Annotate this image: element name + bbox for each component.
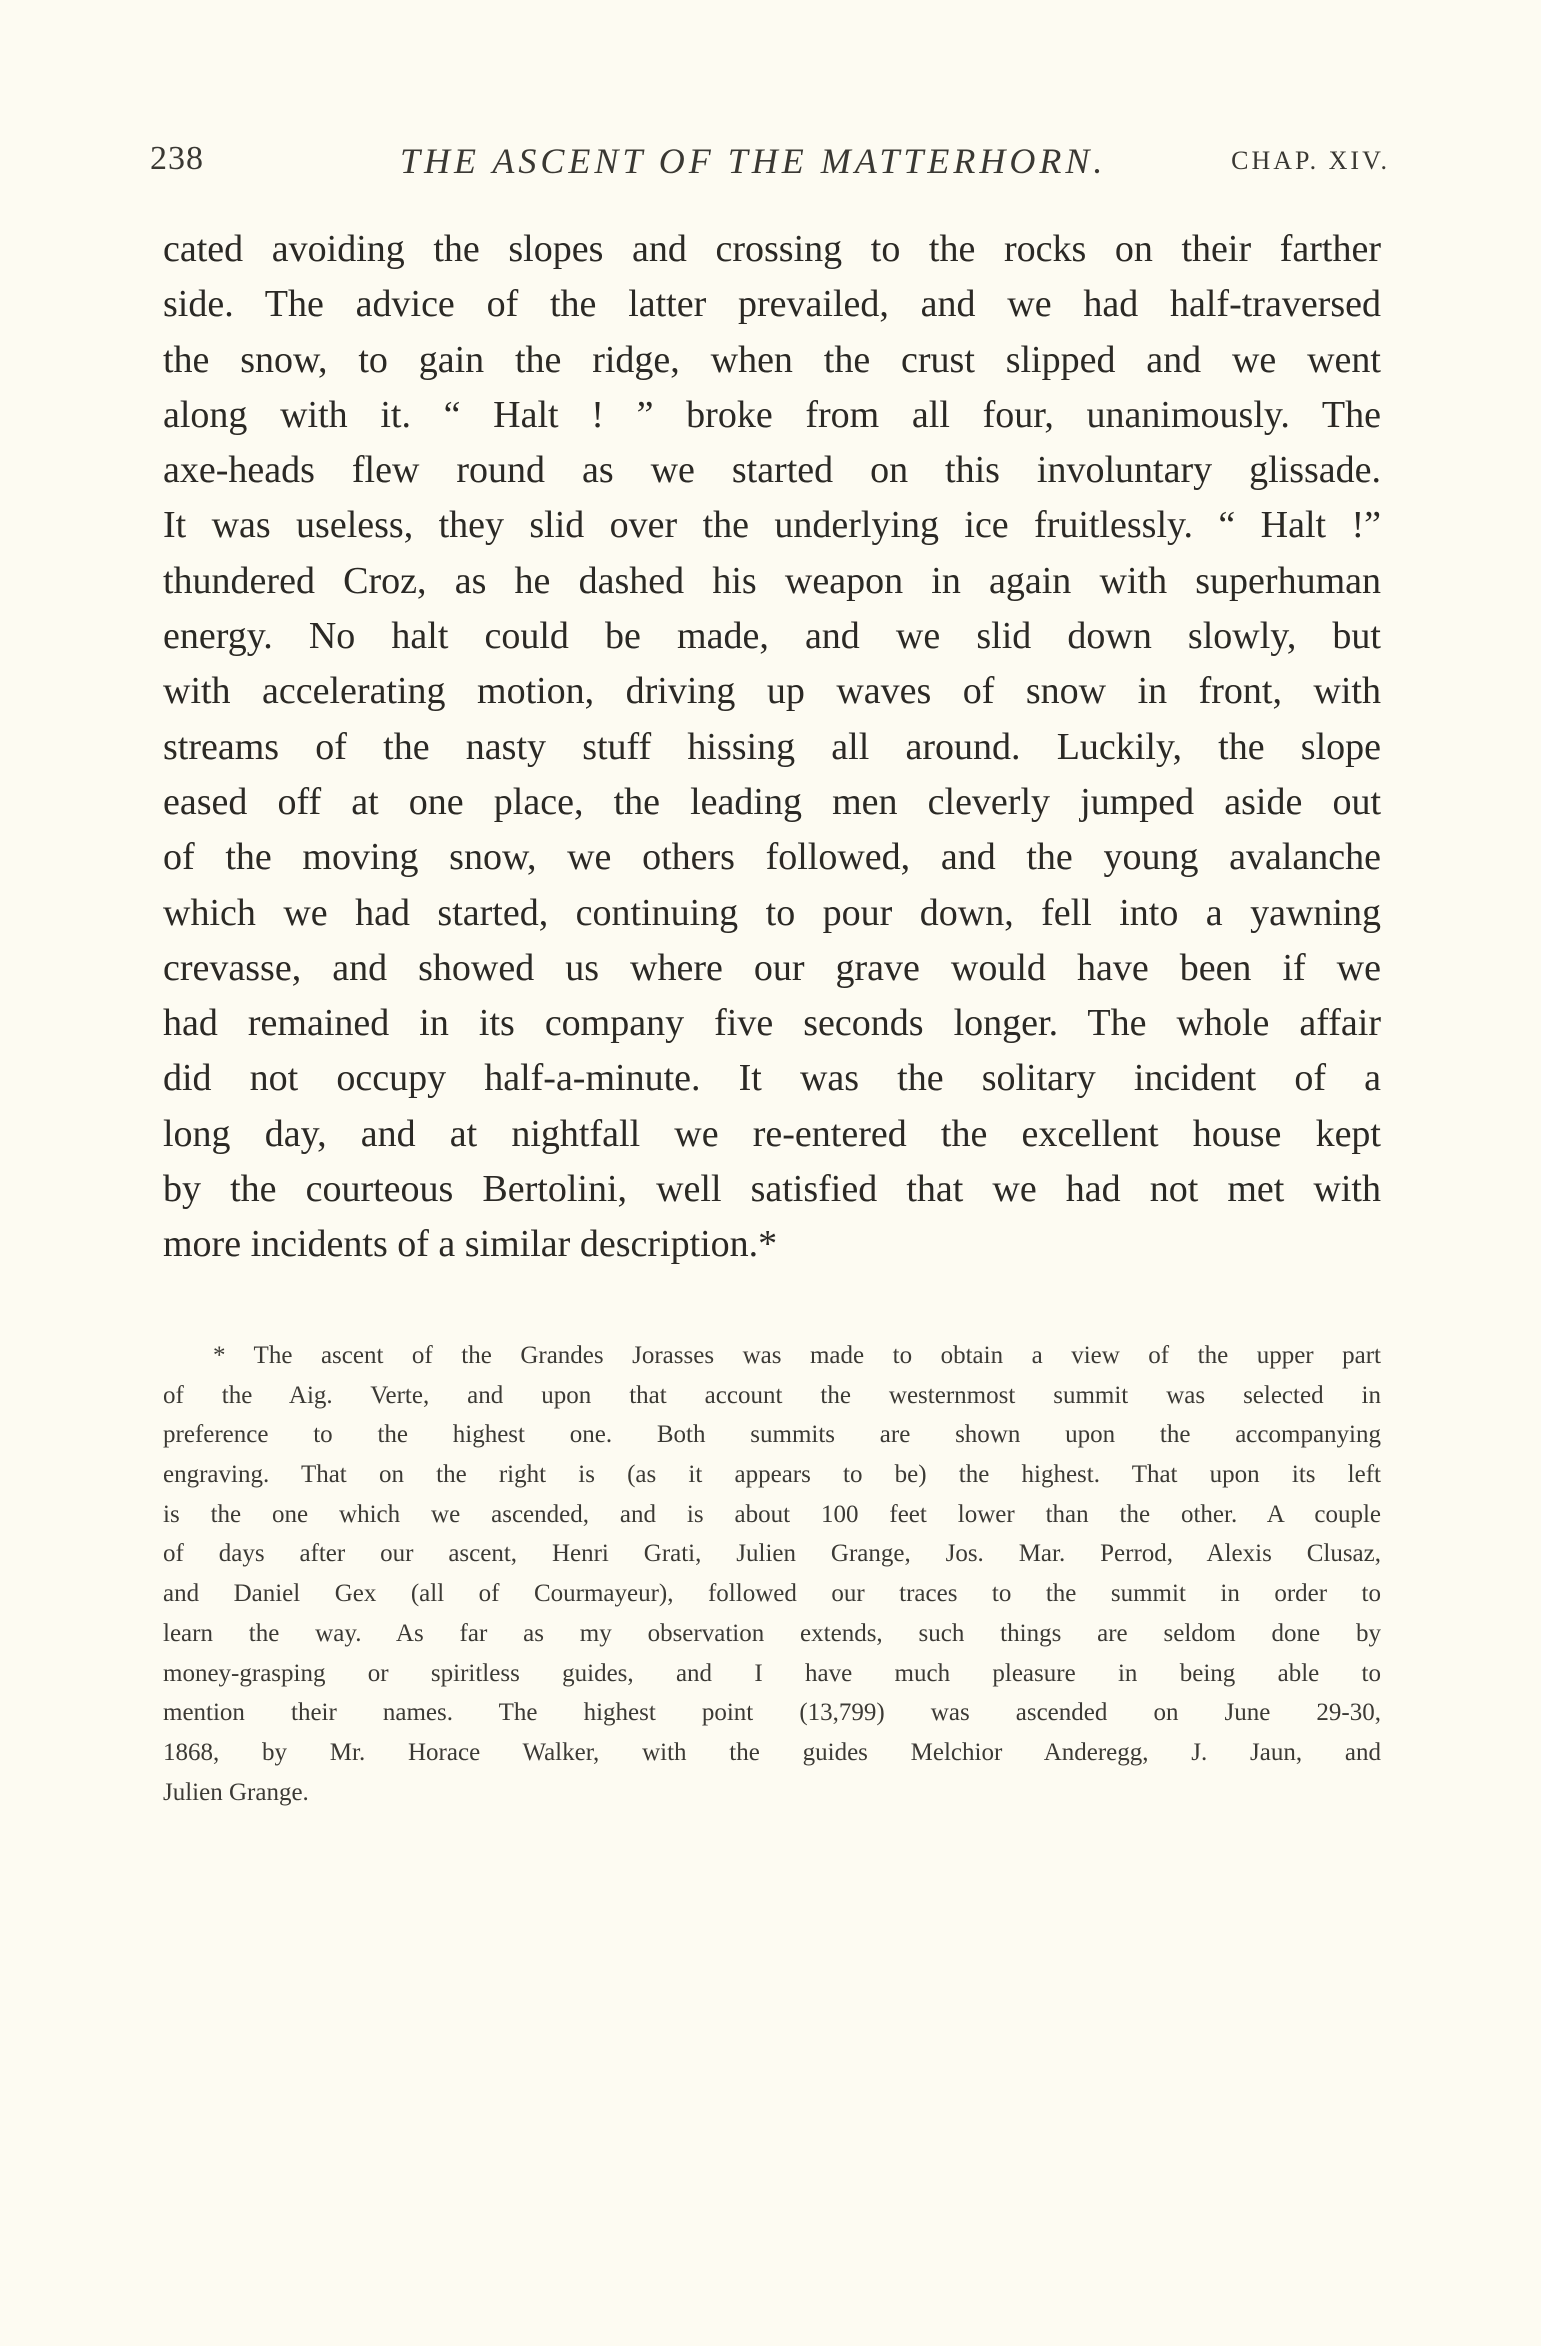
body-line: long day, and at nightfall we re-entered the excellent house kept	[163, 1112, 1381, 1155]
footnote-line: engraving. That on the right is (as it appears to be) the highest. That upon its left	[163, 1461, 1381, 1489]
footnote-line: preference to the highest one. Both summits are shown upon the accompanying	[163, 1421, 1381, 1449]
footnote-line: money-grasping or spiritless guides, and I have much pleasure in being able to	[163, 1659, 1381, 1687]
footnote-line: learn the way. As far as my observation extends, such things are seldom done by	[163, 1619, 1381, 1647]
running-title: THE ASCENT OF THE MATTERHORN.	[400, 141, 1107, 181]
footnote-line: * The ascent of the Grandes Jorasses was made to obtain a view of the upper part	[213, 1342, 1381, 1369]
body-line: more incidents of a similar description.*	[163, 1223, 778, 1266]
body-line: the snow, to gain the ridge, when the crust slipped and we went	[163, 338, 1381, 381]
footnote	[163, 1336, 1381, 1812]
footnote-line: Julien Grange.	[163, 1778, 309, 1806]
body-line: eased off at one place, the leading men cleverly jumped aside out	[163, 780, 1381, 823]
chapter-label: CHAP. XIV.	[1231, 146, 1390, 175]
body-line: with accelerating motion, driving up waves of snow in front, with	[163, 670, 1381, 713]
footnote-line: of days after our ascent, Henri Grati, Julien Grange, Jos. Mar. Perrod, Alexis Clusaz,	[163, 1540, 1381, 1568]
body-line: energy. No halt could be made, and we slid down slowly, but	[163, 615, 1381, 658]
body-line: by the courteous Bertolini, well satisfied that we had not met with	[163, 1168, 1381, 1211]
body-line: cated avoiding the slopes and crossing to the rocks on their farther	[163, 228, 1381, 270]
body-line: which we had started, continuing to pour down, fell into a yawning	[163, 891, 1381, 934]
running-head	[150, 140, 1390, 190]
body-line: thundered Croz, as he dashed his weapon in again with superhuman	[163, 559, 1381, 602]
footnote-line: 1868, by Mr. Horace Walker, with the guides Melchior Anderegg, J. Jaun, and	[163, 1738, 1381, 1766]
body-line: of the moving snow, we others followed, and the young avalanche	[163, 836, 1381, 879]
footnote-line: mention their names. The highest point (13,799) was ascended on June 29-30,	[163, 1699, 1381, 1727]
body-line: did not occupy half-a-minute. It was the solitary incident of a	[163, 1057, 1381, 1100]
body-line: It was useless, they slid over the underlying ice fruitlessly. “ Halt !”	[163, 504, 1381, 547]
body-line: side. The advice of the latter prevailed, and we had half-traversed	[163, 283, 1381, 326]
footnote-line: is the one which we ascended, and is about 100 feet lower than the other. A couple	[163, 1500, 1381, 1528]
page-number: 238	[150, 140, 204, 177]
body-line: crevasse, and showed us where our grave would have been if we	[163, 946, 1381, 989]
footnote-line: of the Aig. Verte, and upon that account the westernmost summit was selected in	[163, 1381, 1381, 1409]
body-line: had remained in its company five seconds longer. The whole affair	[163, 1002, 1381, 1045]
footnote-line: and Daniel Gex (all of Courmayeur), followed our traces to the summit in order to	[163, 1580, 1381, 1608]
body-paragraph	[163, 222, 1381, 1273]
body-line: streams of the nasty stuff hissing all around. Luckily, the slope	[163, 725, 1381, 768]
body-line: along with it. “ Halt ! ” broke from all four, unanimously. The	[163, 393, 1381, 436]
body-line: axe-heads flew round as we started on this involuntary glissade.	[163, 449, 1381, 492]
